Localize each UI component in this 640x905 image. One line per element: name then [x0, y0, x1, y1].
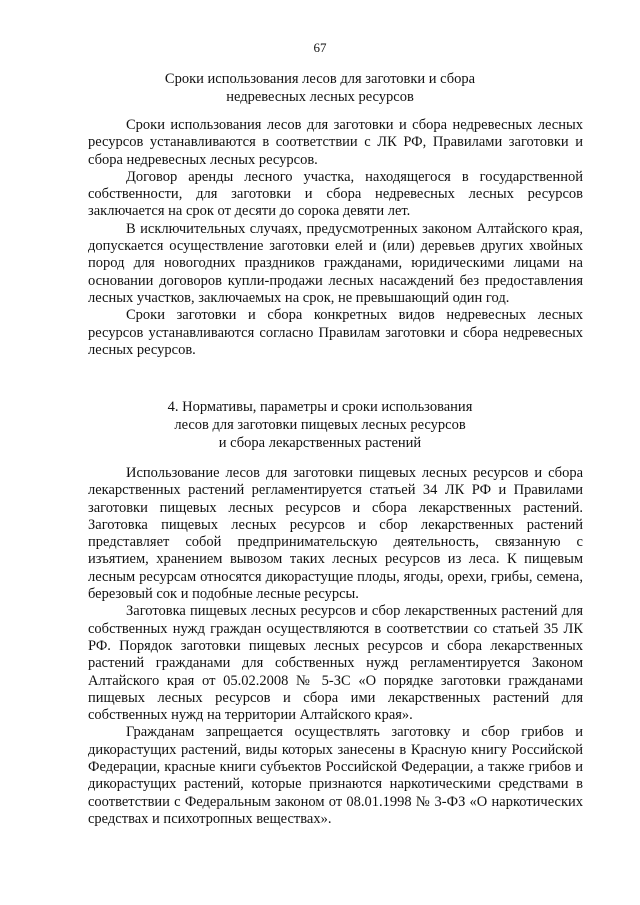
paragraph: Сроки заготовки и сбора конкретных видов недревесных лесных ресурсов устанавливаются согласно Правилам заготовки и сбора недревесных лесных ресурсов.	[88, 307, 583, 358]
paragraph: Гражданам запрещается осуществлять заготовку и сбор грибов и дикорастущих растений, виды которых занесены в Красную книгу Российской Федерации, красные книги субъектов Российской Федерации, а также грибов и дикорастущих растений, которые признаются наркотическими средствами в соответствии с Федеральным законом от 08.01.1998 № 3-ФЗ «О наркотических средствах и психотропных веществах».	[88, 724, 583, 827]
paragraph: Заготовка пищевых лесных ресурсов и сбор лекарственных растений для собственных нужд граждан осуществляются в соответствии со статьей 35 ЛК РФ. Порядок заготовки пищевых лесных ресурсов и сбора лекарственных растений гражданами для собственных нужд регламентируется Законом Алтайского края от 05.02.2008 № 5-ЗС «О порядке заготовки гражданами пищевых лесных ресурсов и сбора ими лекарственных растений для собственных нужд на территории Алтайского края».	[88, 603, 583, 724]
paragraph: Использование лесов для заготовки пищевых лесных ресурсов и сбора лекарственных растений регламентируется статьей 34 ЛК РФ и Правилами заготовки пищевых лесных ресурсов и сбора лекарственных растений. Заготовка пищевых лесных ресурсов и сбор лекарственных растений представляет собой предпринимательскую деятельность, связанную с изъятием, хранением вывозом таких лесных ресурсов из леса. К пищевым лесным ресурсам относятся дикорастущие плоды, ягоды, орехи, грибы, семена, березовый сок и подобные лесные ресурсы.	[88, 465, 583, 603]
paragraph: В исключительных случаях, предусмотренных законом Алтайского края, допускается осуществление заготовки елей и (или) деревьев других хвойных пород для новогодних праздников гражданами, юридическими лицами на основании договоров купли-продажи лесных насаждений без предоставления лесных участков, заключаемых на срок, не превышающий один год.	[88, 220, 583, 306]
section-body-terms	[88, 117, 583, 359]
heading-line: недревесных лесных ресурсов	[226, 89, 414, 105]
heading-line: и сбора лекарственных растений	[218, 435, 422, 451]
page-number: 67	[313, 40, 327, 55]
paragraph: Сроки использования лесов для заготовки и сбора недревесных лесных ресурсов устанавливаются в соответствии с ЛК РФ, Правилами заготовки и сбора недревесных лесных ресурсов.	[88, 117, 583, 168]
heading-line: 4. Нормативы, параметры и сроки использования	[167, 399, 473, 415]
heading-line: Сроки использования лесов для заготовки и сбора	[164, 71, 476, 87]
heading-line: лесов для заготовки пищевых лесных ресурсов	[174, 417, 466, 433]
section-heading-food-resources	[0, 398, 640, 452]
section-heading-terms	[0, 70, 640, 106]
paragraph: Договор аренды лесного участка, находящегося в государственной собственности, для заготовки и сбора недревесных лесных ресурсов заключается на срок от десяти до сорока девяти лет.	[88, 168, 583, 220]
section-body-food-resources	[88, 465, 583, 828]
